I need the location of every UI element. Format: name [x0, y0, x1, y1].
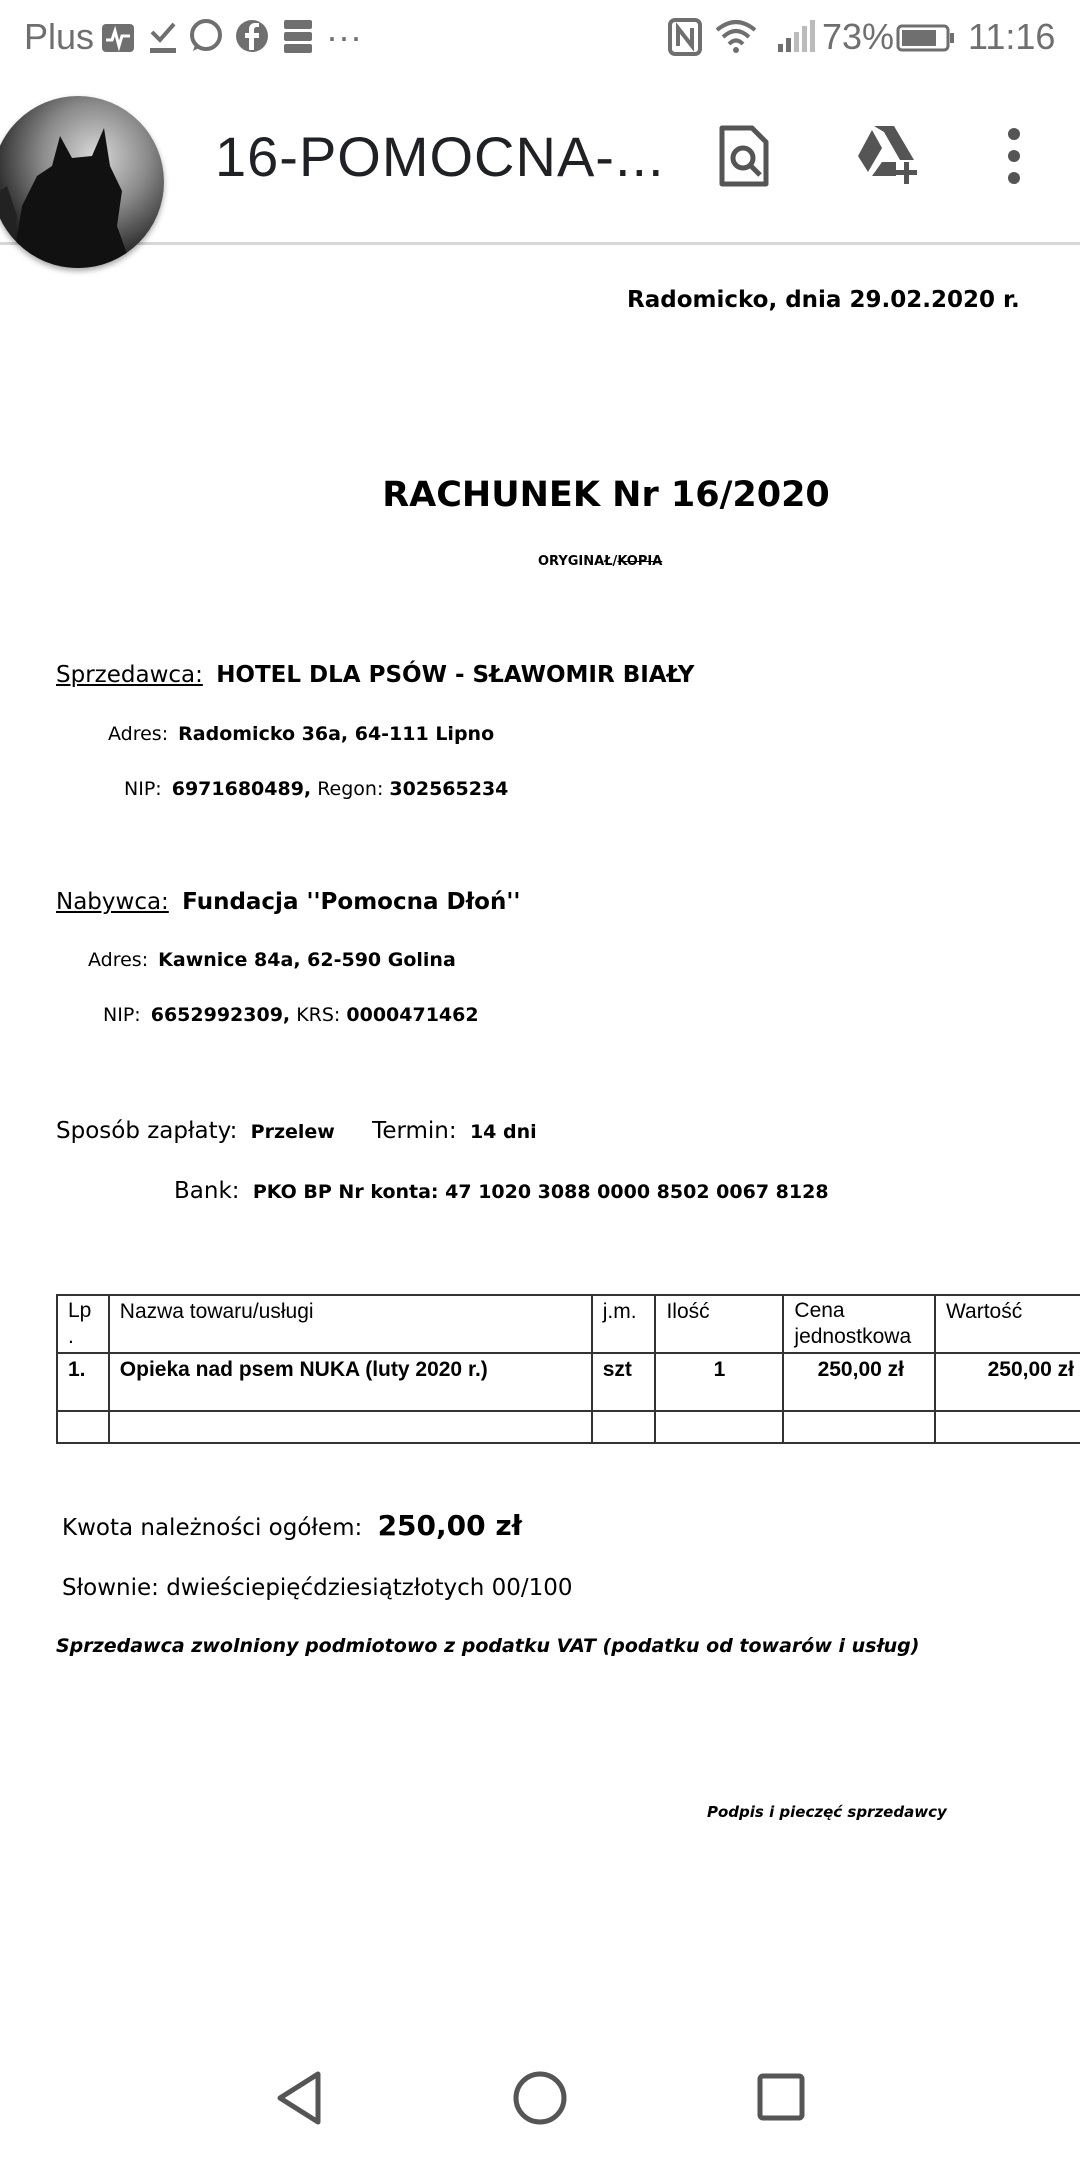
more-notifications: ··· [326, 16, 362, 57]
signal-icon [776, 20, 816, 54]
items-table [56, 1294, 1080, 1444]
buyer-line [56, 889, 520, 915]
header-value: Wartość [935, 1295, 1080, 1353]
copy-label: KOPIA [617, 554, 663, 569]
seller-regon: 302565234 [389, 778, 509, 800]
seller-address-line [108, 723, 494, 745]
total-line [62, 1509, 522, 1542]
avatar[interactable] [0, 96, 164, 268]
table-empty-row [57, 1411, 1080, 1443]
battery-icon [896, 24, 956, 52]
header-price-bottom: jednostkowa [794, 1325, 912, 1348]
invoice-heading: RACHUNEK Nr 16/2020 [382, 475, 830, 515]
row-value: 250,00 zł [935, 1353, 1080, 1411]
header-lp [57, 1295, 109, 1353]
battery-percent: 73% [822, 16, 895, 57]
row-unit: szt [592, 1353, 656, 1411]
header-unit: j.m. [592, 1295, 656, 1353]
row-qty: 1 [655, 1353, 783, 1411]
buyer-nip-label: NIP: [103, 1004, 141, 1026]
buyer-nip: 6652992309, [150, 1004, 291, 1026]
status-bar [0, 0, 1080, 76]
nfc-icon [668, 18, 702, 56]
back-icon[interactable] [274, 2070, 324, 2126]
seller-address-label: Adres: [108, 723, 169, 745]
seller-address: Radomicko 36a, 64-111 Lipno [178, 723, 495, 745]
total-label: Kwota należności ogółem: [62, 1515, 363, 1541]
search-document-icon[interactable] [716, 124, 772, 190]
seller-line [56, 662, 694, 688]
header-name: Nazwa towaru/usługi [109, 1295, 592, 1353]
document-title: 16-POMOCNA-... [215, 125, 665, 188]
clock: 11:16 [968, 16, 1056, 57]
activity-icon [100, 22, 136, 54]
check-download-icon [148, 20, 178, 56]
seller-nip-label: NIP: [124, 778, 162, 800]
buyer-address-line [88, 949, 456, 971]
total-amount: 250,00 zł [377, 1509, 523, 1542]
header-price [783, 1295, 935, 1353]
more-vert-icon[interactable] [1000, 126, 1028, 186]
buyer-address: Kawnice 84a, 62-590 Golina [158, 949, 456, 971]
home-icon[interactable] [512, 2070, 568, 2126]
wifi-icon [714, 18, 758, 56]
payment-method: Przelew [250, 1121, 335, 1143]
bank-account: PKO BP Nr konta: 47 1020 3088 0000 8502 0067 8128 [252, 1181, 829, 1203]
bank-label: Bank: [174, 1178, 240, 1204]
buyer-name: Fundacja ''Pomocna Dłoń'' [182, 889, 521, 915]
navigation-bar [0, 2040, 1080, 2160]
row-lp: 1. [57, 1353, 109, 1411]
payment-method-label: Sposób zapłaty: [56, 1118, 238, 1144]
header-lp-bottom: . [68, 1325, 74, 1348]
table-row [57, 1353, 1080, 1411]
seller-ids-line [124, 778, 508, 800]
header-lp-top: Lp [68, 1299, 92, 1322]
buyer-ids-line [103, 1004, 479, 1026]
seller-name: HOTEL DLA PSÓW - SŁAWOMIR BIAŁY [216, 662, 695, 688]
buyer-krs-label: KRS: [296, 1004, 341, 1026]
original-copy [538, 554, 662, 569]
seller-nip: 6971680489, [171, 778, 312, 800]
payment-term: 14 dni [469, 1121, 537, 1143]
row-price: 250,00 zł [783, 1353, 935, 1411]
vat-note: Sprzedawca zwolniony podmiotowo z podatku VAT (podatku od towarów i usług) [56, 1635, 920, 1657]
amount-in-words: Słownie: dwieściepięćdziesiątzłotych 00/100 [62, 1575, 573, 1601]
original-label: ORYGINAŁ/ [538, 554, 618, 569]
buyer-krs: 0000471462 [346, 1004, 479, 1026]
app-bar [0, 76, 1080, 245]
place-date: Radomicko, dnia 29.02.2020 r. [627, 287, 1020, 313]
payment-line [56, 1118, 537, 1144]
seller-regon-label: Regon: [317, 778, 384, 800]
header-qty: Ilość [655, 1295, 783, 1353]
carrier-label: Plus [24, 16, 95, 57]
buyer-address-label: Adres: [88, 949, 149, 971]
storage-icon [282, 18, 314, 54]
facebook-icon [234, 18, 270, 54]
header-price-top: Cena [794, 1299, 845, 1322]
table-header-row [57, 1295, 1080, 1353]
signature-label: Podpis i pieczęć sprzedawcy [707, 1803, 947, 1821]
document-page[interactable] [0, 245, 1080, 2045]
payment-term-label: Termin: [372, 1118, 457, 1144]
seller-label: Sprzedawca: [56, 662, 203, 688]
whatsapp-icon [188, 18, 224, 54]
dog-silhouette-icon [0, 96, 164, 268]
buyer-label: Nabywca: [56, 889, 169, 915]
recents-icon[interactable] [756, 2072, 806, 2122]
row-name: Opieka nad psem NUKA (luty 2020 r.) [109, 1353, 592, 1411]
bank-line [174, 1178, 829, 1204]
add-to-drive-icon[interactable] [852, 122, 922, 188]
